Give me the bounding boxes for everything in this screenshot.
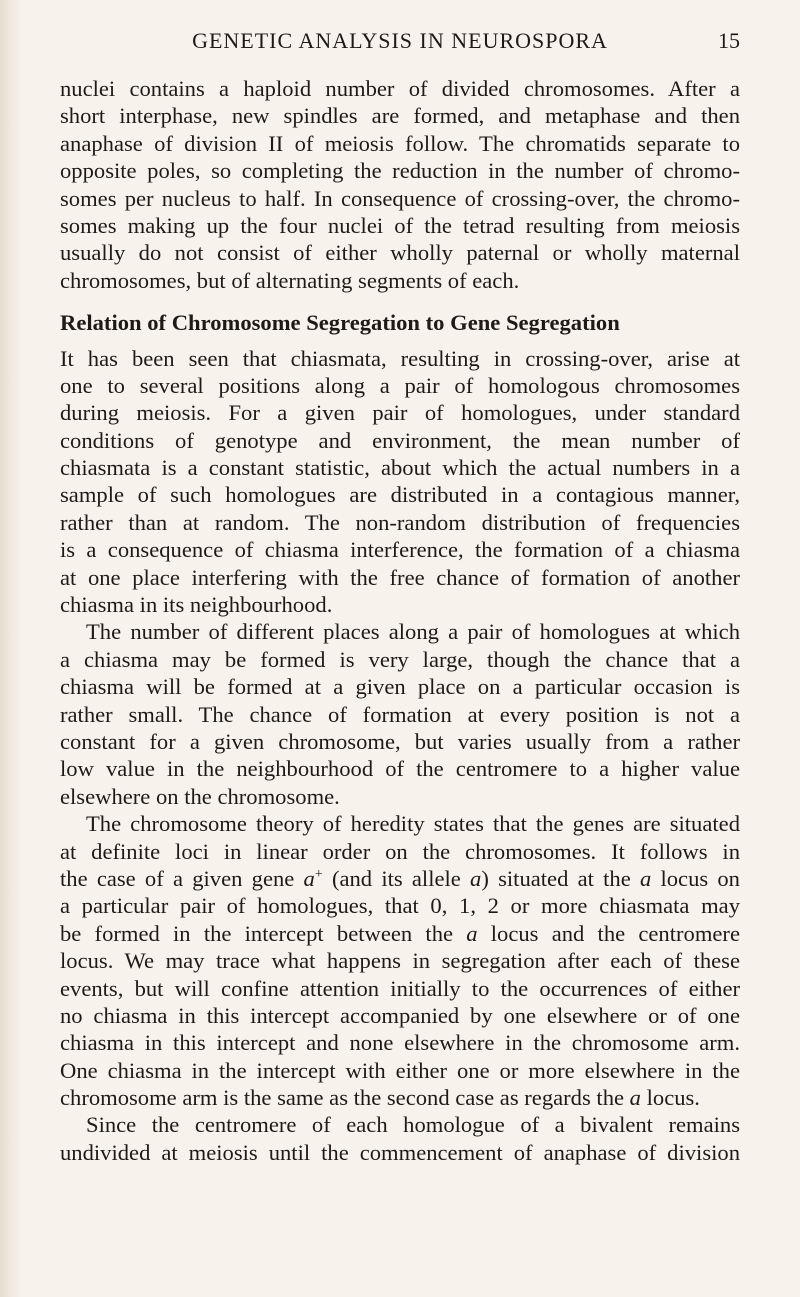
gene-symbol: a <box>303 865 315 891</box>
text-line: One chiasma in the intercept with either one or more elsewhere in the <box>60 1057 740 1083</box>
text-line: one to several positions along a pair of homologous chromosomes <box>60 372 740 398</box>
body-text <box>60 75 740 1166</box>
text-line: chiasmata is a constant statistic, about which the actual numbers in a <box>60 455 740 481</box>
text-line: chromosomes, but of alternating segments of each. <box>60 267 520 293</box>
text-line: chiasma in its neighbourhood. <box>60 592 333 618</box>
text-line: events, but will confine attention initially to the occurrences of either <box>60 975 740 1001</box>
text-line: constant for a given chromosome, but varies usually from a rather <box>60 728 740 754</box>
text-line: at definite loci in linear order on the chromosomes. It follows in <box>60 838 740 864</box>
text-line: anaphase of division II of meiosis follow. The chromatids separate to <box>60 130 740 156</box>
text-line: opposite poles, so completing the reduction in the number of chromo- <box>60 158 740 184</box>
page-number: 15 <box>718 28 740 53</box>
text-line <box>60 865 740 892</box>
text-line: conditions of genotype and environment, the mean number of <box>60 427 740 453</box>
text-line <box>60 920 740 947</box>
text-line: chiasma in this intercept and none elsewhere in the chromosome arm. <box>60 1030 740 1056</box>
text-line: a particular pair of homologues, that 0, 1, 2 or more chiasmata may <box>60 893 740 919</box>
text-fragment: locus. <box>640 1085 700 1111</box>
text-line: low value in the neighbourhood of the centromere to a higher value <box>60 756 740 782</box>
text-fragment: the case of a given gene <box>60 865 304 891</box>
text-line: usually do not consist of either wholly paternal or wholly maternal <box>60 240 740 266</box>
paragraph-1 <box>60 75 740 294</box>
page-header <box>60 28 740 62</box>
text-line: rather small. The chance of formation at every position is not a <box>60 701 740 727</box>
text-fragment: (and its allele <box>322 865 471 891</box>
text-fragment: locus on <box>651 865 740 891</box>
running-title: GENETIC ANALYSIS IN NEUROSPORA <box>192 28 608 53</box>
page-gutter-shadow <box>0 0 22 1297</box>
locus-symbol: a <box>466 920 478 946</box>
text-line <box>60 1084 740 1111</box>
text-fragment: chromosome arm is the same as the second case as regards the <box>60 1085 630 1111</box>
text-line: somes per nucleus to half. In consequence of crossing-over, the chromo- <box>60 185 740 211</box>
text-line: nuclei contains a haploid number of divided chromosomes. After a <box>60 76 740 101</box>
text-line: It has been seen that chiasmata, resulting in crossing-over, arise at <box>60 345 740 371</box>
gene-superscript: + <box>314 866 323 882</box>
text-line: Since the centromere of each homologue of a bivalent remains <box>86 1112 740 1138</box>
text-line: a chiasma may be formed is very large, though the chance that a <box>60 646 740 672</box>
text-line: chiasma will be formed at a given place on a particular occasion is <box>60 674 740 700</box>
text-fragment: be formed in the intercept between the <box>60 920 467 946</box>
allele-symbol: a <box>470 865 482 891</box>
text-line: The number of different places along a pair of homologues at which <box>86 619 740 645</box>
text-line: at one place interfering with the free chance of formation of another <box>60 564 740 590</box>
paragraph-5 <box>60 1111 740 1166</box>
text-fragment: locus and the centromere <box>477 920 740 946</box>
locus-symbol: a <box>629 1085 641 1111</box>
section-heading: Relation of Chromosome Segregation to Gene Segregation <box>60 310 620 336</box>
text-line: somes making up the four nuclei of the tetrad resulting from meiosis <box>60 212 740 238</box>
text-line: rather than at random. The non-random distribution of frequencies <box>60 509 740 535</box>
text-line: elsewhere on the chromosome. <box>60 783 340 809</box>
text-line: sample of such homologues are distributed in a contagious manner, <box>60 482 740 508</box>
text-line: no chiasma in this intercept accompanied by one elsewhere or of one <box>60 1002 740 1028</box>
paragraph-3 <box>60 618 740 810</box>
text-line: short interphase, new spindles are formed, and metaphase and then <box>60 103 740 129</box>
paragraph-4 <box>60 810 740 1111</box>
paragraph-2 <box>60 345 740 619</box>
text-line: during meiosis. For a given pair of homologues, under standard <box>60 400 740 426</box>
text-fragment: ) situated at the <box>481 865 640 891</box>
locus-symbol: a <box>639 865 652 891</box>
text-line: The chromosome theory of heredity states that the genes are situated <box>86 811 740 837</box>
text-line: locus. We may trace what happens in segregation after each of these <box>60 948 740 974</box>
text-line: is a consequence of chiasma interference, the formation of a chiasma <box>60 537 740 563</box>
text-line: undivided at meiosis until the commencement of anaphase of division <box>60 1139 740 1165</box>
